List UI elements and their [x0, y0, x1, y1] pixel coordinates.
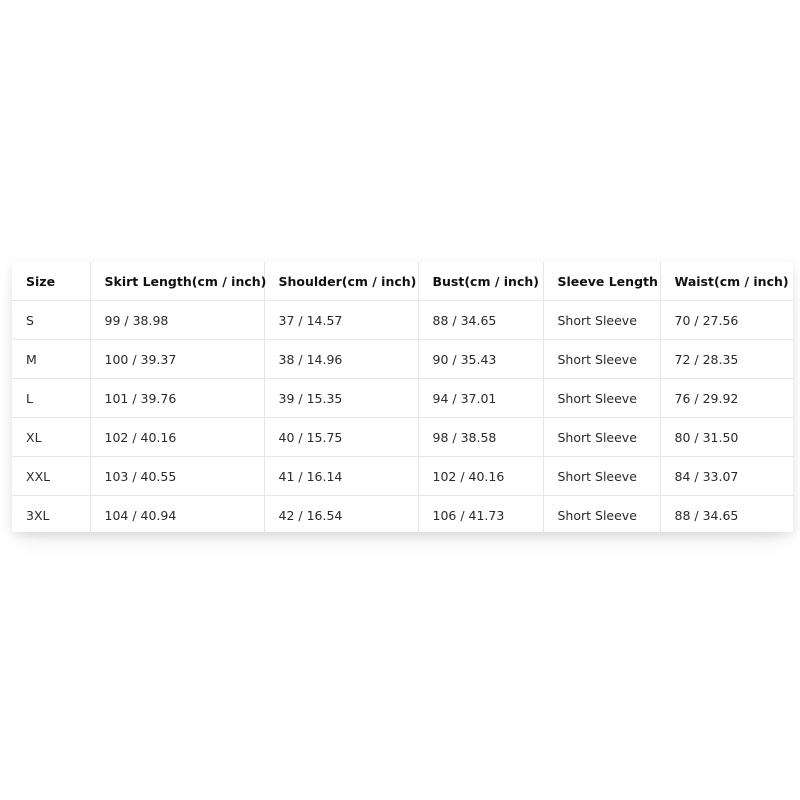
header-size: Size: [12, 262, 90, 301]
cell-shoulder: 39 / 15.35: [264, 379, 418, 418]
cell-size: XXL: [12, 457, 90, 496]
header-shoulder: Shoulder(cm / inch): [264, 262, 418, 301]
cell-shoulder: 41 / 16.14: [264, 457, 418, 496]
cell-waist: 72 / 28.35: [660, 340, 793, 379]
cell-waist: 70 / 27.56: [660, 301, 793, 340]
cell-shoulder: 40 / 15.75: [264, 418, 418, 457]
cell-skirt-length: 101 / 39.76: [90, 379, 264, 418]
cell-size: S: [12, 301, 90, 340]
table-row: [12, 457, 793, 496]
size-chart-table: [12, 262, 793, 534]
cell-skirt-length: 99 / 38.98: [90, 301, 264, 340]
table-row: [12, 379, 793, 418]
header-sleeve-length: Sleeve Length: [543, 262, 660, 301]
cell-size: 3XL: [12, 496, 90, 535]
cell-skirt-length: 100 / 39.37: [90, 340, 264, 379]
table-row: [12, 301, 793, 340]
cell-size: L: [12, 379, 90, 418]
cell-size: XL: [12, 418, 90, 457]
size-chart-card: [12, 262, 793, 532]
table-row: [12, 418, 793, 457]
cell-waist: 88 / 34.65: [674, 507, 739, 523]
cell-bust: 90 / 35.43: [418, 340, 543, 379]
header-bust: Bust(cm / inch): [418, 262, 543, 301]
cell-size: M: [12, 340, 90, 379]
cell-sleeve-length: Short Sleeve: [543, 457, 660, 496]
cell-waist: 84 / 33.07: [660, 457, 793, 496]
cell-shoulder: 42 / 16.54: [264, 496, 418, 535]
cell-sleeve-length: Short Sleeve: [543, 379, 660, 418]
cell-waist: 76 / 29.92: [660, 379, 793, 418]
cell-sleeve-length: Short Sleeve: [543, 496, 660, 535]
cell-sleeve-length: Short Sleeve: [543, 418, 660, 457]
cell-waist: 80 / 31.50: [660, 418, 793, 457]
cell-bust: 94 / 37.01: [418, 379, 543, 418]
cell-skirt-length: 102 / 40.16: [90, 418, 264, 457]
cell-shoulder: 37 / 14.57: [264, 301, 418, 340]
header-waist: Waist(cm / inch): [660, 262, 793, 301]
cell-shoulder: 38 / 14.96: [264, 340, 418, 379]
table-header-row: [12, 262, 793, 301]
cell-bust: 98 / 38.58: [418, 418, 543, 457]
cell-bust: 102 / 40.16: [418, 457, 543, 496]
cell-sleeve-length: Short Sleeve: [543, 301, 660, 340]
cell-skirt-length: 104 / 40.94: [90, 496, 264, 535]
cell-bust: 106 / 41.73: [418, 496, 543, 535]
table-row: [12, 340, 793, 379]
cell-skirt-length: 103 / 40.55: [90, 457, 264, 496]
header-skirt-length: Skirt Length(cm / inch): [90, 262, 264, 301]
cell-sleeve-length: Short Sleeve: [543, 340, 660, 379]
table-row: [12, 496, 793, 535]
cell-bust: 88 / 34.65: [418, 301, 543, 340]
